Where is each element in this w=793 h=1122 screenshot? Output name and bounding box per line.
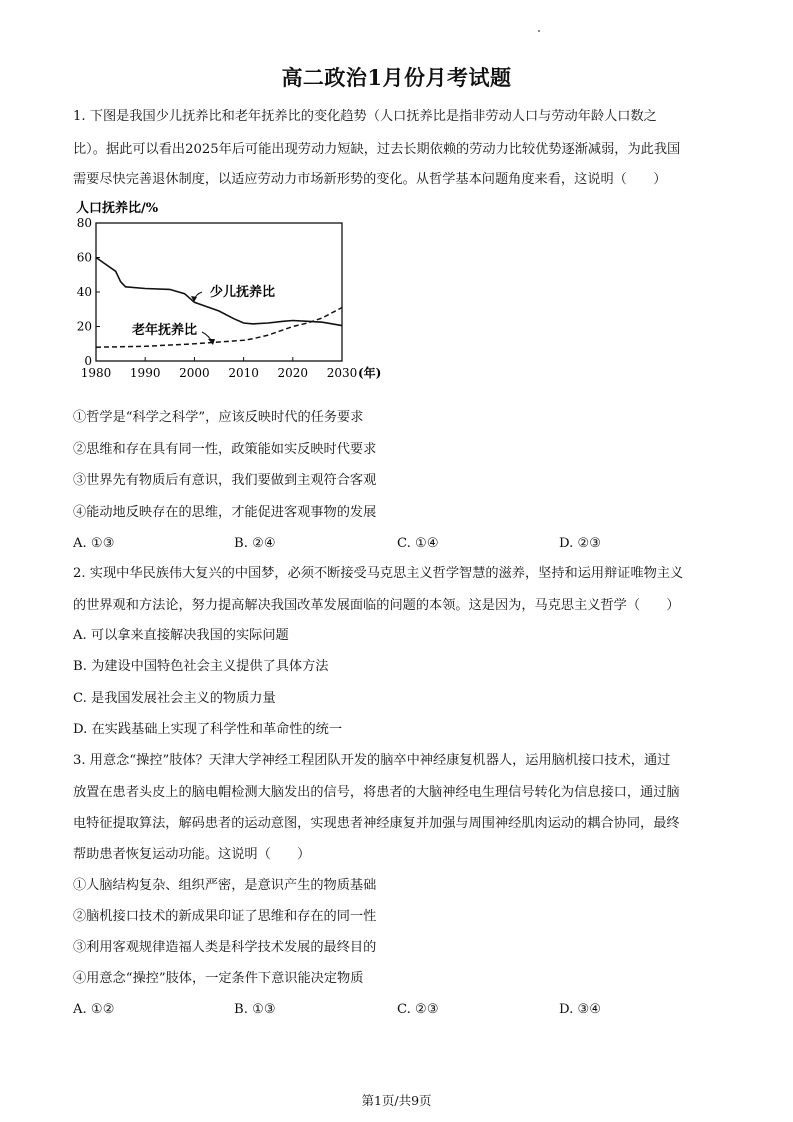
- scan-dot: [538, 30, 540, 32]
- q1-stem-line: 1. 下图是我国少儿抚养比和老年抚养比的变化趋势（人口抚养比是指非劳动人口与劳动年龄人口数之: [73, 109, 657, 124]
- q3-statement: ②脑机接口技术的新成果印证了思维和存在的同一性: [73, 909, 377, 924]
- q1-statement: ①哲学是“科学之科学”，应该反映时代的任务要求: [73, 410, 364, 425]
- q2-option-d[interactable]: D. 在实践基础上实现了科学性和革命性的统一: [73, 722, 343, 737]
- q2-option-a[interactable]: A. 可以拿来直接解决我国的实际问题: [73, 628, 289, 643]
- x-tick-label: 2000: [179, 366, 210, 380]
- elderly-series-label: 老年抚养比: [132, 323, 198, 338]
- page-footer: 第1页/共9页: [361, 1093, 432, 1108]
- q3-option-b[interactable]: B. ①③: [234, 1002, 276, 1017]
- y-tick-label: 80: [76, 216, 92, 230]
- x-tick-label: 2020: [277, 366, 309, 380]
- q3-statement: ③利用客观规律造福人类是科学技术发展的最终目的: [73, 940, 377, 955]
- q1-statement: ②思维和存在具有同一性，政策能如实反映时代要求: [73, 442, 377, 457]
- q1-option-b[interactable]: B. ②④: [234, 536, 276, 551]
- q3-stem-line: 3. 用意念“操控”肢体？天津大学神经工程团队开发的脑卒中神经康复机器人，运用脑机接口技术，通过: [73, 753, 671, 768]
- q1-statement: ③世界先有物质后有意识，我们要做到主观符合客观: [73, 473, 377, 488]
- q3-stem-line: 放置在患者头皮上的脑电帽检测大脑发出的信号，将患者的大脑神经电生理信号转化为信息接口，通过脑: [73, 785, 680, 800]
- q1-option-c[interactable]: C. ①④: [397, 536, 439, 551]
- q2-option-c[interactable]: C. 是我国发展社会主义的物质力量: [73, 691, 276, 706]
- q3-statement: ①人脑结构复杂、组织严密，是意识产生的物质基础: [73, 878, 377, 893]
- q1-statement: ④能动地反映存在的思维，才能促进客观事物的发展: [73, 505, 377, 520]
- x-tick-label: 1980: [80, 366, 112, 380]
- q1-stem-line: 需要尽快完善退休制度，以适应劳动力市场新形势的变化。从哲学基本问题角度来看，这说明（ ）: [73, 172, 667, 187]
- y-tick-label: 20: [76, 319, 92, 334]
- x-tick-label: 2010: [228, 366, 259, 380]
- q2-stem-line: 2. 实现中华民族伟大复兴的中国梦，必须不断接受马克思主义哲学智慧的滋养，坚持和运用辩证唯物主义: [73, 566, 684, 581]
- q3-stem-line: 帮助患者恢复运动功能。这说明（ ）: [73, 847, 311, 862]
- chart-xlabel: (年): [358, 366, 382, 380]
- x-tick-label: 2030: [326, 366, 358, 380]
- chart-ylabel: 人口抚养比/%: [76, 201, 159, 216]
- y-tick-label: 0: [84, 354, 92, 368]
- q3-stem-line: 电特征提取算法，解码患者的运动意图，实现患者神经康复并加强与周围神经肌肉运动的耦合协同，最终: [73, 816, 680, 831]
- page-title: 高二政治1月份月考试题: [281, 65, 512, 90]
- q2-stem-line: 的世界观和方法论，努力提高解决我国改革发展面临的问题的本领。这是因为，马克思主义哲学（ ）: [73, 598, 680, 613]
- x-tick-label: 1990: [129, 366, 161, 380]
- q1-stem-line: 比）。据此可以看出2025年后可能出现劳动力短缺，过去长期依赖的劳动力比较优势逐渐减弱，为此我国: [73, 142, 681, 157]
- y-tick-label: 60: [76, 250, 92, 265]
- q3-option-c[interactable]: C. ②③: [397, 1002, 439, 1017]
- q1-option-a[interactable]: A. ①③: [73, 536, 115, 551]
- q3-option-a[interactable]: A. ①②: [73, 1002, 115, 1017]
- dependency-ratio-chart: [70, 196, 400, 386]
- q2-option-b[interactable]: B. 为建设中国特色社会主义提供了具体方法: [73, 659, 329, 674]
- q3-statement: ④用意念“操控”肢体，一定条件下意识能决定物质: [73, 971, 364, 986]
- q3-option-d[interactable]: D. ③④: [559, 1002, 602, 1017]
- y-tick-label: 40: [76, 285, 92, 299]
- youth-series-label: 少儿抚养比: [210, 285, 276, 300]
- q1-option-d[interactable]: D. ②③: [559, 536, 602, 551]
